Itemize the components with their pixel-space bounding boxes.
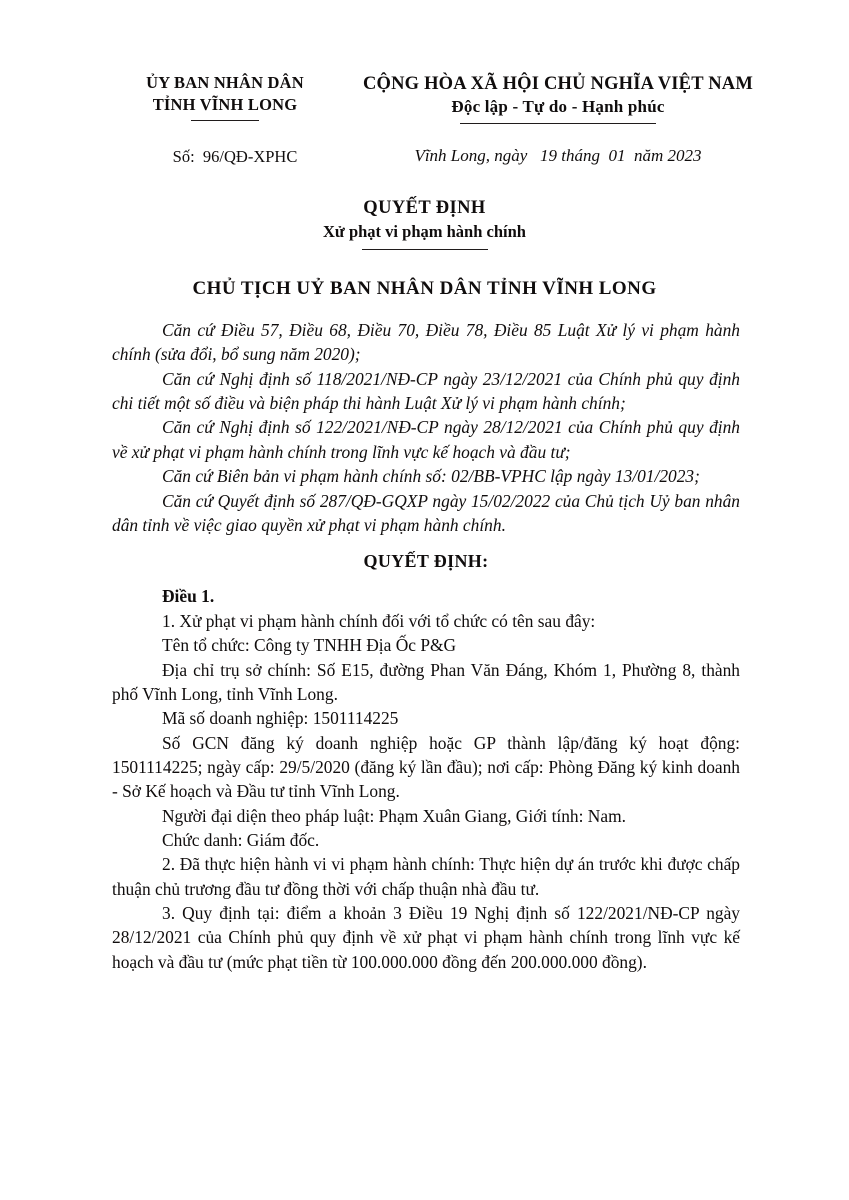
national-motto-divider — [460, 123, 656, 124]
preamble-clause: Căn cứ Quyết định số 287/QĐ-GQXP ngày 15/02/2022 của Chủ tịch Uỷ ban nhân dân tỉnh về việc giao quyền xử phạt vi phạm hành chính. — [112, 490, 740, 535]
document-subtitle: Xử phạt vi phạm hành chính — [323, 222, 526, 242]
authority-heading: CHỦ TỊCH UỶ BAN NHÂN DÂN TỈNH VĨNH LONG — [192, 278, 657, 299]
document-number: Số: 96/QĐ-XPHC — [172, 147, 298, 166]
preamble-clause: Căn cứ Điều 57, Điều 68, Điều 70, Điều 78, Điều 85 Luật Xử lý vi phạm hành chính (sửa đổi, bổ sung năm 2020); — [112, 320, 740, 365]
representative-position: Chức danh: Giám đốc. — [162, 830, 320, 851]
legal-basis-penalty: 3. Quy định tại: điểm a khoản 3 Điều 19 Nghị định số 122/2021/NĐ-CP ngày 28/12/2021 của Chính phủ quy định về xử phạt vi phạm hành chính trong lĩnh vực kế hoạch và đầu tư (mức phạt tiền từ 100.000.000 đồng đến 200.000.000 đồng). — [112, 903, 740, 972]
national-motto: Độc lập - Tự do - Hạnh phúc — [451, 97, 665, 117]
article-1-heading: Điều 1. — [162, 586, 215, 607]
national-title: CỘNG HÒA XÃ HỘI CHỦ NGHĨA VIỆT NAM — [362, 74, 754, 94]
document-body — [112, 318, 740, 974]
preamble-clause: Căn cứ Nghị định số 118/2021/NĐ-CP ngày 23/12/2021 của Chính phủ quy định chi tiết một số điều và biện pháp thi hành Luật Xử lý vi phạm hành chính; — [112, 368, 740, 414]
organization-address: Địa chỉ trụ sở chính: Số E15, đường Phan Văn Đáng, Khóm 1, Phường 8, thành phố Vĩnh Long, tỉnh Vĩnh Long. — [112, 659, 740, 704]
preamble-clause: Căn cứ Biên bản vi phạm hành chính số: 02/BB-VPHC lập ngày 13/01/2023; — [162, 466, 700, 487]
organization-name: Tên tổ chức: Công ty TNHH Địa Ốc P&G — [162, 635, 457, 656]
title-divider — [362, 249, 488, 250]
decision-keyword: QUYẾT ĐỊNH: — [363, 551, 489, 572]
document-date: Vĩnh Long, ngày 19 tháng 01 năm 2023 — [414, 146, 702, 165]
issuing-authority-line2: TỈNH VĨNH LONG — [152, 94, 298, 114]
legal-representative: Người đại diện theo pháp luật: Phạm Xuân Giang, Giới tính: Nam. — [162, 805, 626, 826]
document-title-block — [0, 196, 849, 250]
national-motto-block — [348, 72, 768, 124]
document-title: QUYẾT ĐỊNH — [363, 198, 486, 218]
issuing-authority-divider — [191, 120, 259, 121]
registration-certificate: Số GCN đăng ký doanh nghiệp hoặc GP thành lập/đăng ký hoạt động: 1501114225; ngày cấp: 29/5/2020 (đăng ký lần đầu); nơi cấp: Phòng Đăng ký kinh doanh - Sở Kế hoạch và Đầu tư tỉnh Vĩnh Long. — [112, 732, 740, 802]
issuing-authority-line1: ỦY BAN NHÂN DÂN — [146, 73, 304, 92]
business-code: Mã số doanh nghiệp: 1501114225 — [162, 708, 399, 729]
issuing-authority-block — [110, 72, 340, 121]
document-header — [0, 72, 849, 192]
preamble-clause: Căn cứ Nghị định số 122/2021/NĐ-CP ngày 28/12/2021 của Chính phủ quy định về xử phạt vi phạm hành chính trong lĩnh vực kế hoạch và đầu tư; — [112, 417, 740, 462]
violation-description: 2. Đã thực hiện hành vi vi phạm hành chính: Thực hiện dự án trước khi được chấp thuận chủ trương đầu tư đồng thời với chấp thuận nhà đầu tư. — [112, 854, 740, 899]
article-1-item: 1. Xử phạt vi phạm hành chính đối với tổ chức có tên sau đây: — [162, 610, 596, 631]
